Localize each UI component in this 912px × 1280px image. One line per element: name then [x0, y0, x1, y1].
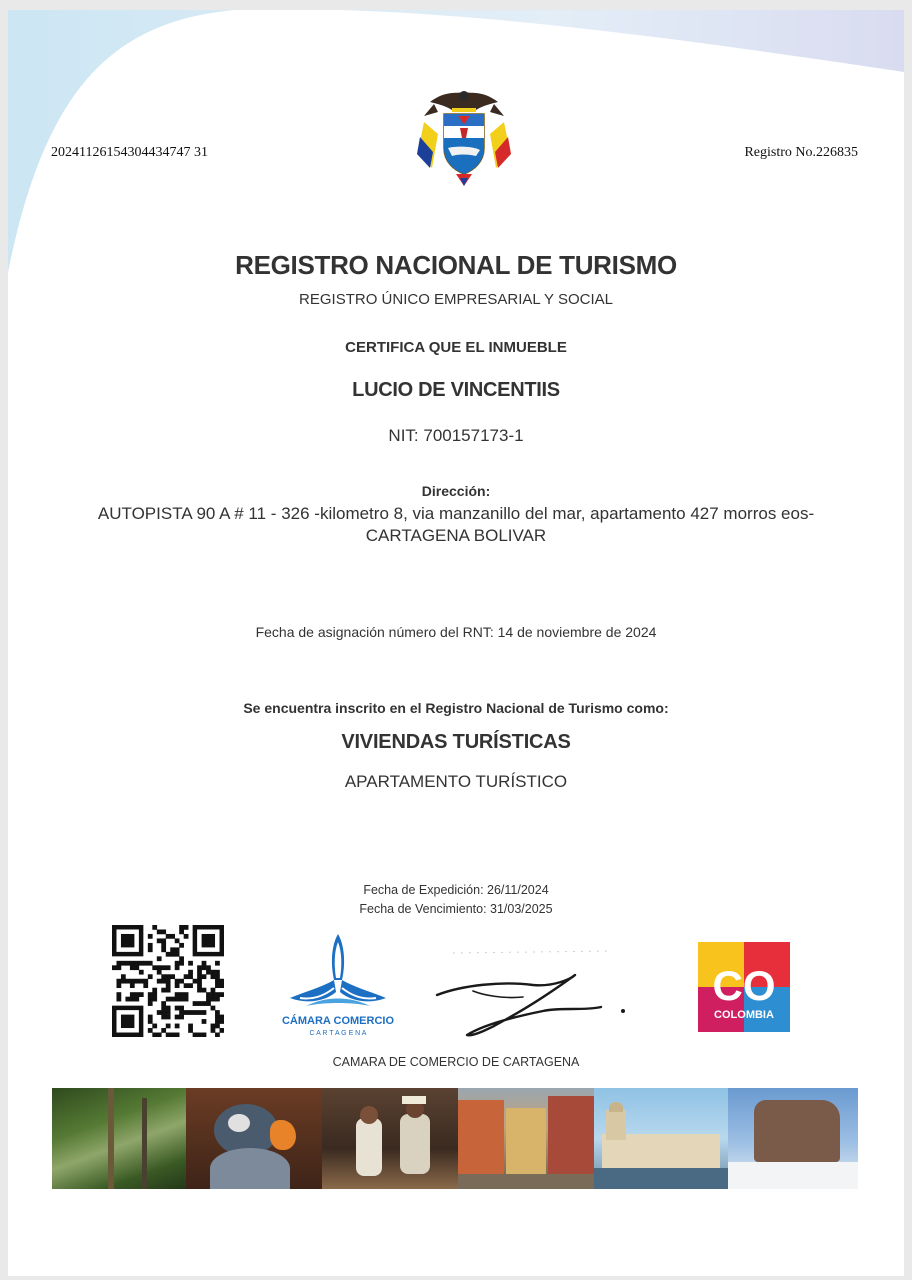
co-logo-text: CO — [712, 962, 776, 1009]
fecha-expedicion: Fecha de Expedición: 26/11/2024 — [363, 883, 549, 897]
inscripcion-label: Se encuentra inscrito en el Registro Nacional de Turismo como: — [243, 700, 669, 716]
direccion-label: Dirección: — [421, 483, 491, 499]
photo-musicians — [322, 1088, 458, 1189]
tourism-subcategory: APARTAMENTO TURÍSTICO — [344, 772, 568, 791]
certifica-heading: CERTIFICA QUE EL INMUEBLE — [345, 339, 567, 356]
colombia-coat-of-arms — [416, 82, 512, 188]
nit-number: NIT: 700157173-1 — [388, 426, 524, 445]
document-code: 20241126154304434747 31 — [51, 145, 208, 160]
colombia-co-logo — [698, 942, 790, 1032]
qr-code[interactable] — [112, 925, 224, 1037]
owner-name: LUCIO DE VINCENTIIS — [352, 379, 560, 401]
camara-logo-city: C A R T A G E N A — [309, 1030, 367, 1037]
certificate-sheet — [8, 10, 904, 1276]
photo-jungle — [52, 1088, 186, 1189]
tourism-category: VIVIENDAS TURÍSTICAS — [341, 731, 571, 753]
fecha-vencimiento: Fecha de Vencimiento: 31/03/2025 — [359, 902, 553, 916]
registration-number: Registro No.226835 — [744, 145, 858, 160]
page-title: REGISTRO NACIONAL DE TURISMO — [235, 250, 677, 280]
camara-comercio-logo — [276, 932, 400, 1038]
direccion-value: AUTOPISTA 90 A # 11 - 326 -kilometro 8, via manzanillo del mar, apartamento 427 morros eos- CARTAGENA BOLIVAR — [97, 504, 815, 545]
signature — [433, 945, 633, 1045]
photo-colonial-street — [458, 1088, 594, 1189]
fecha-asignacion: Fecha de asignación número del RNT: 14 de noviembre de 2024 — [255, 624, 657, 640]
photo-colonial-building — [594, 1088, 728, 1189]
co-logo-colombia: COLOMBIA — [714, 1009, 774, 1021]
camara-caption: CAMARA DE COMERCIO DE CARTAGENA — [332, 1055, 580, 1069]
photo-rock-formation — [728, 1088, 858, 1189]
camara-logo-text: CÁMARA COMERCIO — [281, 1015, 395, 1027]
photo-condor-bird — [186, 1088, 322, 1189]
page-subtitle: REGISTRO ÚNICO EMPRESARIAL Y SOCIAL — [299, 291, 613, 308]
photo-strip — [52, 1088, 858, 1189]
